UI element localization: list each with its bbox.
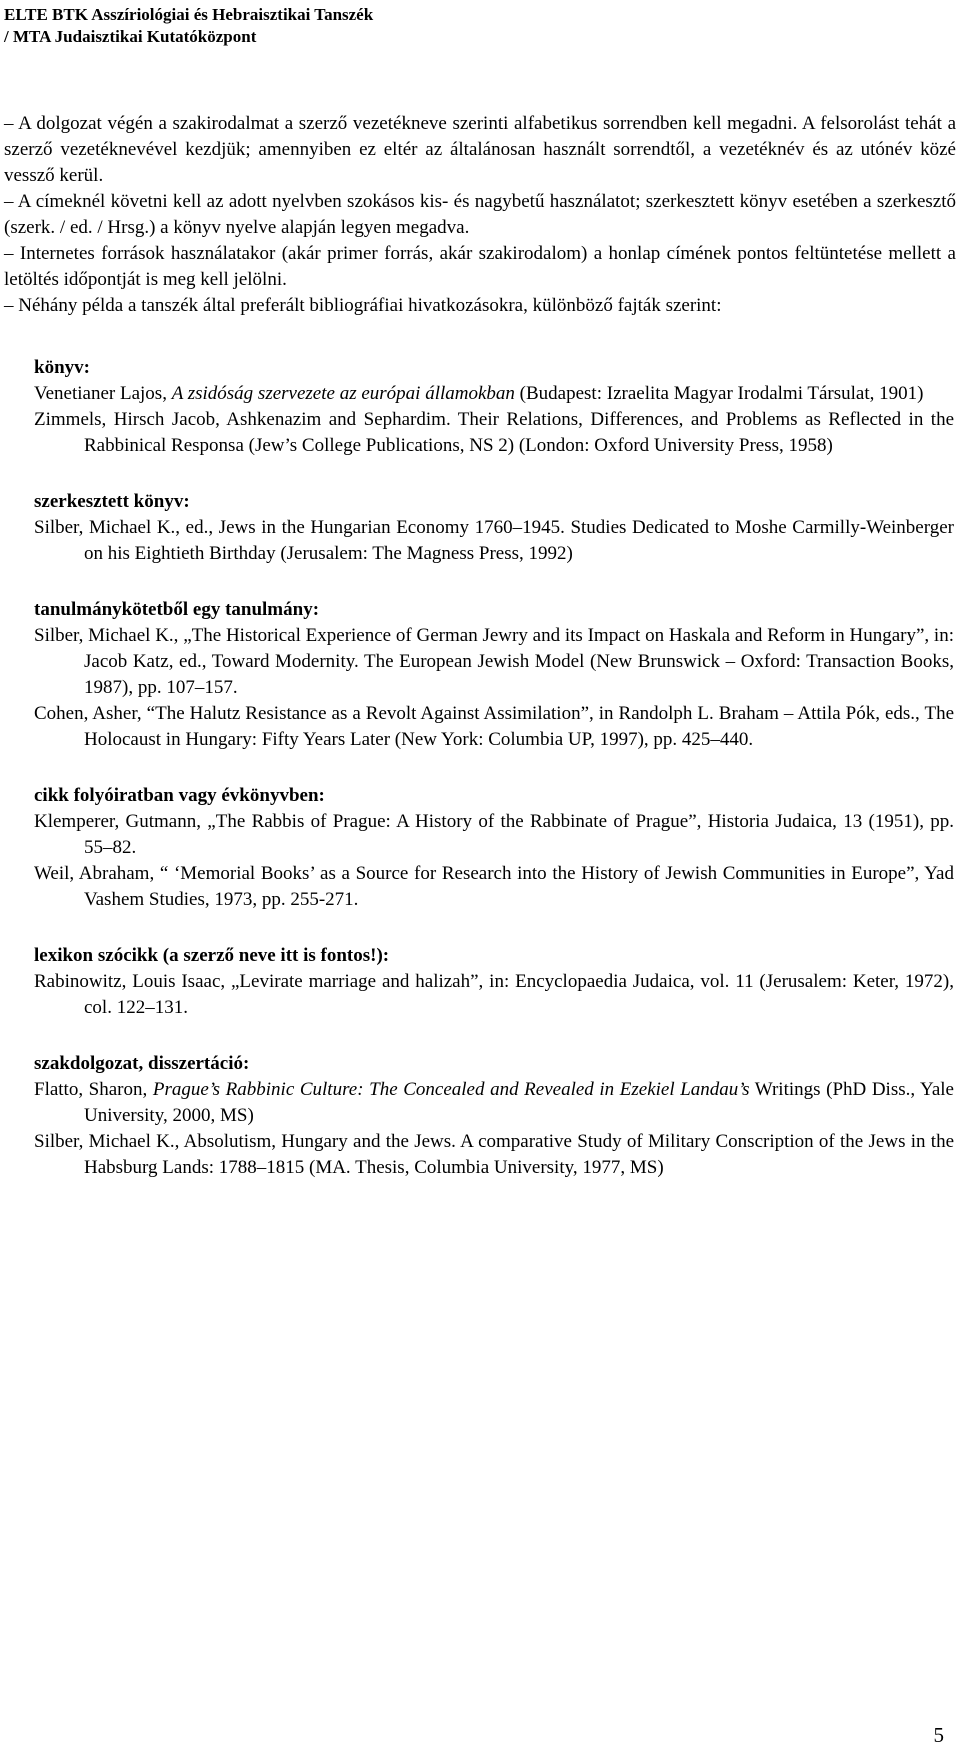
header-institution: ELTE BTK Asszíriológiai és Hebraisztikai Tanszék — [4, 5, 374, 24]
section-edited-book — [34, 489, 954, 567]
page-number: 5 — [933, 1723, 944, 1747]
section-journal-article — [34, 783, 954, 913]
bibliography-entry: Silber, Michael K., „The Historical Experience of German Jewry and its Impact on Haskala and Reform in Hungary”, in: Jacob Katz, ed., Toward Modernity. The European Jewish Model (New Brunswick – Oxford: Transaction Books, 1987), pp. 107–157. — [34, 625, 954, 698]
bibliography-entry: Venetianer Lajos, A zsidóság szervezete az európai államokban (Budapest: Izraelita Magyar Irodalmi Társulat, 1901) — [34, 383, 924, 404]
section-heading: könyv: — [34, 357, 90, 378]
section-heading: szerkesztett könyv: — [34, 491, 190, 512]
page-header — [4, 4, 373, 48]
section-thesis — [34, 1051, 954, 1181]
section-chapter-in-volume — [34, 597, 954, 753]
citation-rules — [4, 111, 956, 319]
bibliography-entry: Silber, Michael K., Absolutism, Hungary and the Jews. A comparative Study of Military Conscription of the Jews in the Habsburg Lands: 1788–1815 (MA. Thesis, Columbia University, 1977, MS) — [34, 1131, 954, 1178]
section-heading: tanulmánykötetből egy tanulmány: — [34, 599, 320, 620]
bibliography-examples — [34, 355, 954, 1211]
bibliography-entry: Klemperer, Gutmann, „The Rabbis of Prague: A History of the Rabbinate of Prague”, Historia Judaica, 13 (1951), pp. 55–82. — [34, 811, 954, 858]
bibliography-entry: Rabinowitz, Louis Isaac, „Levirate marriage and halizah”, in: Encyclopaedia Judaica, vol. 11 (Jerusalem: Keter, 1972), col. 122–131. — [34, 971, 954, 1018]
bibliography-entry: Weil, Abraham, “ ‘Memorial Books’ as a Source for Research into the History of Jewish Communities in Europe”, Yad Vashem Studies, 1973, pp. 255-271. — [34, 863, 954, 910]
header-research-center: / MTA Judaisztikai Kutatóközpont — [4, 27, 257, 46]
section-heading: cikk folyóiratban vagy évkönyvben: — [34, 785, 325, 806]
bibliography-entry: Flatto, Sharon, Prague’s Rabbinic Culture: The Concealed and Revealed in Ezekiel Landau’s Writings (PhD Diss., Yale University, 2000, MS) — [34, 1079, 954, 1126]
rule-paragraph: – A címeknél követni kell az adott nyelvben szokásos kis- és nagybetű használatot; szerkesztett könyv esetében a szerkesztő (szerk. / ed. / Hrsg.) a könyv nyelve alapján legyen megadva. — [4, 191, 956, 238]
section-encyclopedia-entry — [34, 943, 954, 1021]
section-heading: szakdolgozat, disszertáció: — [34, 1053, 250, 1074]
section-book — [34, 355, 954, 459]
section-heading: lexikon szócikk (a szerző neve itt is fontos!): — [34, 945, 390, 966]
rule-paragraph: – Néhány példa a tanszék által preferált bibliográfiai hivatkozásokra, különböző fajták szerint: — [4, 295, 722, 316]
rule-paragraph: – A dolgozat végén a szakirodalmat a szerző vezetékneve szerinti alfabetikus sorrendben kell megadni. A felsorolást tehát a szerző vezetéknevével kezdjük; amennyiben ez eltér az általánosan használt sorrendtől, a vezetéknév és az utónév közé vessző kerül. — [4, 113, 956, 186]
bibliography-entry: Cohen, Asher, “The Halutz Resistance as a Revolt Against Assimilation”, in Randolph L. Braham – Attila Pók, eds., The Holocaust in Hungary: Fifty Years Later (New York: Columbia UP, 1997), pp. 425–440. — [34, 703, 954, 750]
bibliography-entry: Silber, Michael K., ed., Jews in the Hungarian Economy 1760–1945. Studies Dedicated to Moshe Carmilly-Weinberger on his Eightieth Birthday (Jerusalem: The Magness Press, 1992) — [34, 517, 954, 564]
bibliography-entry: Zimmels, Hirsch Jacob, Ashkenazim and Sephardim. Their Relations, Differences, and Problems as Reflected in the Rabbinical Responsa (Jew’s College Publications, NS 2) (London: Oxford University Press, 1958) — [34, 409, 954, 456]
rule-paragraph: – Internetes források használatakor (akár primer forrás, akár szakirodalom) a honlap címének pontos feltüntetése mellett a letöltés időpontját is meg kell jelölni. — [4, 243, 956, 290]
